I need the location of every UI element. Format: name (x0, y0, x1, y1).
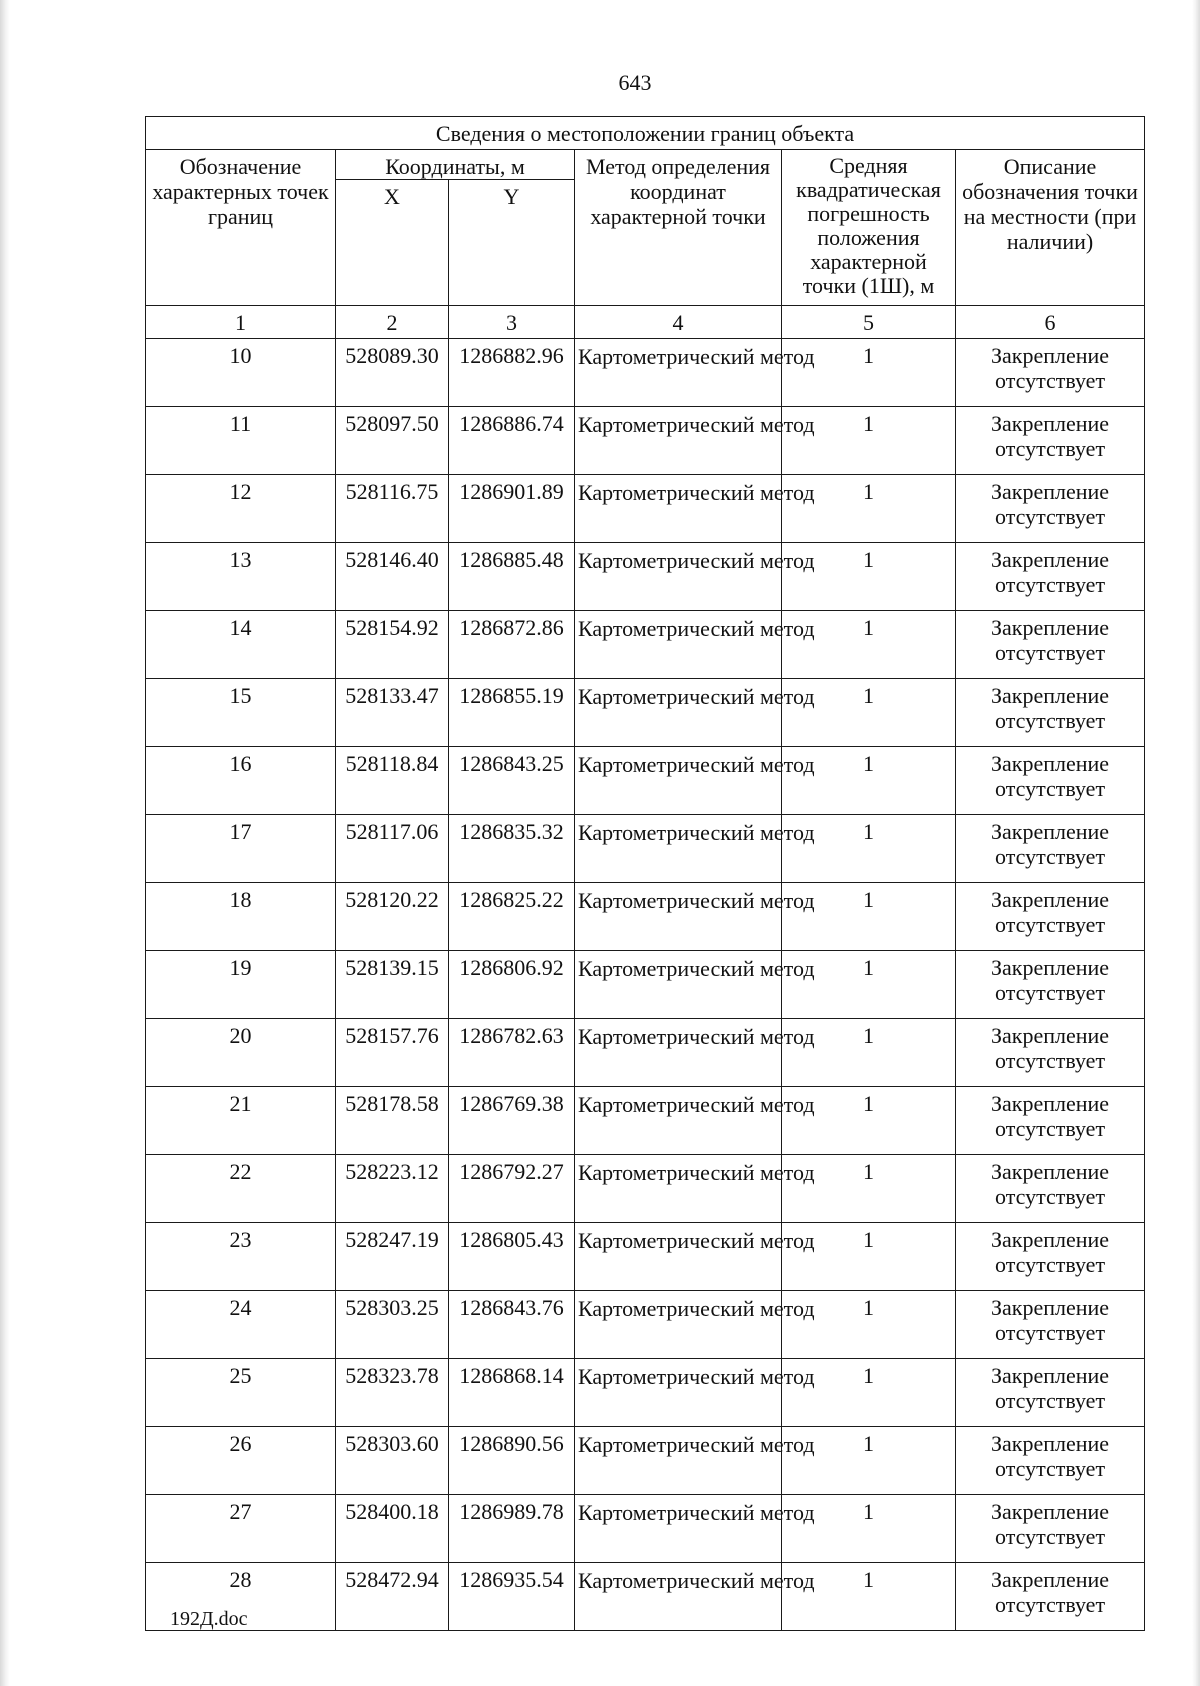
point-designation-cell: 17 (146, 815, 336, 883)
column-number: 1 (146, 306, 336, 339)
y-coordinate-cell: 1286782.63 (449, 1019, 575, 1087)
table-row (146, 1155, 1145, 1223)
table-row (146, 1359, 1145, 1427)
table-row (146, 1291, 1145, 1359)
x-coordinate-cell: 528400.18 (336, 1495, 449, 1563)
mean-error-cell: 1 (782, 1495, 956, 1563)
column-number: 4 (575, 306, 782, 339)
table-row (146, 475, 1145, 543)
x-coordinate-cell: 528303.25 (336, 1291, 449, 1359)
description-cell: Закрепление отсутствует (956, 1495, 1145, 1563)
method-cell: Картометрический метод (575, 1155, 782, 1223)
description-cell: Закрепление отсутствует (956, 951, 1145, 1019)
x-coordinate-cell: 528303.60 (336, 1427, 449, 1495)
header-description: Описание обозначения точки на местности (при наличии) (956, 150, 1145, 306)
point-designation-cell: 21 (146, 1087, 336, 1155)
mean-error-cell: 1 (782, 1155, 956, 1223)
table-row (146, 543, 1145, 611)
x-coordinate-cell: 528472.94 (336, 1563, 449, 1631)
page-number: 643 (618, 70, 652, 95)
method-cell: Картометрический метод (575, 1495, 782, 1563)
header-point-designation: Обозначение характерных точек границ (146, 150, 336, 306)
method-cell: Картометрический метод (575, 951, 782, 1019)
mean-error-cell: 1 (782, 951, 956, 1019)
y-coordinate-cell: 1286835.32 (449, 815, 575, 883)
column-number-row (146, 306, 1145, 339)
x-coordinate-cell: 528139.15 (336, 951, 449, 1019)
mean-error-cell: 1 (782, 1359, 956, 1427)
header-x: X (336, 180, 449, 306)
scan-edge-right (1192, 0, 1200, 1686)
mean-error-cell: 1 (782, 1019, 956, 1087)
table-row (146, 1087, 1145, 1155)
mean-error-cell: 1 (782, 1087, 956, 1155)
mean-error-cell: 1 (782, 611, 956, 679)
mean-error-cell: 1 (782, 1223, 956, 1291)
table-header (146, 117, 1145, 339)
description-cell: Закрепление отсутствует (956, 407, 1145, 475)
y-coordinate-cell: 1286805.43 (449, 1223, 575, 1291)
point-designation-cell: 19 (146, 951, 336, 1019)
x-coordinate-cell: 528223.12 (336, 1155, 449, 1223)
x-coordinate-cell: 528089.30 (336, 339, 449, 407)
table-row (146, 951, 1145, 1019)
description-cell: Закрепление отсутствует (956, 475, 1145, 543)
point-designation-cell: 15 (146, 679, 336, 747)
point-designation-cell: 11 (146, 407, 336, 475)
point-designation-cell: 13 (146, 543, 336, 611)
point-designation-cell: 14 (146, 611, 336, 679)
method-cell: Картометрический метод (575, 679, 782, 747)
description-cell: Закрепление отсутствует (956, 1155, 1145, 1223)
description-cell: Закрепление отсутствует (956, 1087, 1145, 1155)
method-cell: Картометрический метод (575, 747, 782, 815)
x-coordinate-cell: 528118.84 (336, 747, 449, 815)
description-cell: Закрепление отсутствует (956, 883, 1145, 951)
table-row (146, 1223, 1145, 1291)
x-coordinate-cell: 528133.47 (336, 679, 449, 747)
y-coordinate-cell: 1286843.76 (449, 1291, 575, 1359)
table-row (146, 1427, 1145, 1495)
method-cell: Картометрический метод (575, 543, 782, 611)
method-cell: Картометрический метод (575, 407, 782, 475)
table-row (146, 679, 1145, 747)
description-cell: Закрепление отсутствует (956, 543, 1145, 611)
column-number: 6 (956, 306, 1145, 339)
x-coordinate-cell: 528117.06 (336, 815, 449, 883)
y-coordinate-cell: 1286868.14 (449, 1359, 575, 1427)
point-designation-cell: 20 (146, 1019, 336, 1087)
y-coordinate-cell: 1286886.74 (449, 407, 575, 475)
y-coordinate-cell: 1286935.54 (449, 1563, 575, 1631)
x-coordinate-cell: 528146.40 (336, 543, 449, 611)
y-coordinate-cell: 1286792.27 (449, 1155, 575, 1223)
description-cell: Закрепление отсутствует (956, 679, 1145, 747)
method-cell: Картометрический метод (575, 883, 782, 951)
method-cell: Картометрический метод (575, 475, 782, 543)
point-designation-cell: 18 (146, 883, 336, 951)
method-cell: Картометрический метод (575, 1563, 782, 1631)
description-cell: Закрепление отсутствует (956, 611, 1145, 679)
table-row (146, 883, 1145, 951)
description-cell: Закрепление отсутствует (956, 1019, 1145, 1087)
method-cell: Картометрический метод (575, 1359, 782, 1427)
x-coordinate-cell: 528116.75 (336, 475, 449, 543)
x-coordinate-cell: 528178.58 (336, 1087, 449, 1155)
y-coordinate-cell: 1286901.89 (449, 475, 575, 543)
table-row (146, 815, 1145, 883)
table-title: Сведения о местоположении границ объекта (146, 117, 1145, 150)
y-coordinate-cell: 1286825.22 (449, 883, 575, 951)
point-designation-cell: 10 (146, 339, 336, 407)
y-coordinate-cell: 1286806.92 (449, 951, 575, 1019)
point-designation-cell: 27 (146, 1495, 336, 1563)
point-designation-cell: 24 (146, 1291, 336, 1359)
method-cell: Картометрический метод (575, 1223, 782, 1291)
header-y: Y (449, 180, 575, 306)
column-number: 2 (336, 306, 449, 339)
x-coordinate-cell: 528120.22 (336, 883, 449, 951)
mean-error-cell: 1 (782, 339, 956, 407)
x-coordinate-cell: 528323.78 (336, 1359, 449, 1427)
header-coordinates: Координаты, м (336, 150, 575, 180)
point-designation-cell: 12 (146, 475, 336, 543)
document-filename: 192Д.doc (170, 1608, 248, 1630)
description-cell: Закрепление отсутствует (956, 1291, 1145, 1359)
boundary-table (145, 116, 1145, 1631)
point-designation-cell: 28 (146, 1563, 336, 1631)
mean-error-cell: 1 (782, 407, 956, 475)
method-cell: Картометрический метод (575, 611, 782, 679)
method-cell: Картометрический метод (575, 1291, 782, 1359)
y-coordinate-cell: 1286843.25 (449, 747, 575, 815)
mean-error-cell: 1 (782, 883, 956, 951)
table-row (146, 1019, 1145, 1087)
column-number: 3 (449, 306, 575, 339)
table-row (146, 339, 1145, 407)
table-row (146, 1495, 1145, 1563)
table-row (146, 611, 1145, 679)
mean-error-cell: 1 (782, 679, 956, 747)
description-cell: Закрепление отсутствует (956, 339, 1145, 407)
mean-error-cell: 1 (782, 1291, 956, 1359)
y-coordinate-cell: 1286855.19 (449, 679, 575, 747)
table-row (146, 747, 1145, 815)
y-coordinate-cell: 1286882.96 (449, 339, 575, 407)
mean-error-cell: 1 (782, 475, 956, 543)
y-coordinate-cell: 1286989.78 (449, 1495, 575, 1563)
point-designation-cell: 26 (146, 1427, 336, 1495)
table-row (146, 1563, 1145, 1631)
y-coordinate-cell: 1286769.38 (449, 1087, 575, 1155)
mean-error-cell: 1 (782, 1563, 956, 1631)
description-cell: Закрепление отсутствует (956, 1427, 1145, 1495)
point-designation-cell: 16 (146, 747, 336, 815)
table-body (146, 339, 1145, 1631)
x-coordinate-cell: 528097.50 (336, 407, 449, 475)
header-mean-error: Средняя квадратическая погрешность положения характерной точки (1Ш), м (782, 150, 956, 306)
header-method: Метод определения координат характерной точки (575, 150, 782, 306)
y-coordinate-cell: 1286872.86 (449, 611, 575, 679)
description-cell: Закрепление отсутствует (956, 1223, 1145, 1291)
method-cell: Картометрический метод (575, 1019, 782, 1087)
method-cell: Картометрический метод (575, 1087, 782, 1155)
column-number: 5 (782, 306, 956, 339)
mean-error-cell: 1 (782, 543, 956, 611)
scan-edge-left (0, 0, 10, 1686)
description-cell: Закрепление отсутствует (956, 1563, 1145, 1631)
y-coordinate-cell: 1286890.56 (449, 1427, 575, 1495)
mean-error-cell: 1 (782, 747, 956, 815)
method-cell: Картометрический метод (575, 815, 782, 883)
description-cell: Закрепление отсутствует (956, 747, 1145, 815)
description-cell: Закрепление отсутствует (956, 815, 1145, 883)
mean-error-cell: 1 (782, 1427, 956, 1495)
point-designation-cell: 22 (146, 1155, 336, 1223)
x-coordinate-cell: 528154.92 (336, 611, 449, 679)
description-cell: Закрепление отсутствует (956, 1359, 1145, 1427)
point-designation-cell: 25 (146, 1359, 336, 1427)
point-designation-cell: 23 (146, 1223, 336, 1291)
method-cell: Картометрический метод (575, 1427, 782, 1495)
method-cell: Картометрический метод (575, 339, 782, 407)
x-coordinate-cell: 528247.19 (336, 1223, 449, 1291)
mean-error-cell: 1 (782, 815, 956, 883)
y-coordinate-cell: 1286885.48 (449, 543, 575, 611)
table-row (146, 407, 1145, 475)
x-coordinate-cell: 528157.76 (336, 1019, 449, 1087)
